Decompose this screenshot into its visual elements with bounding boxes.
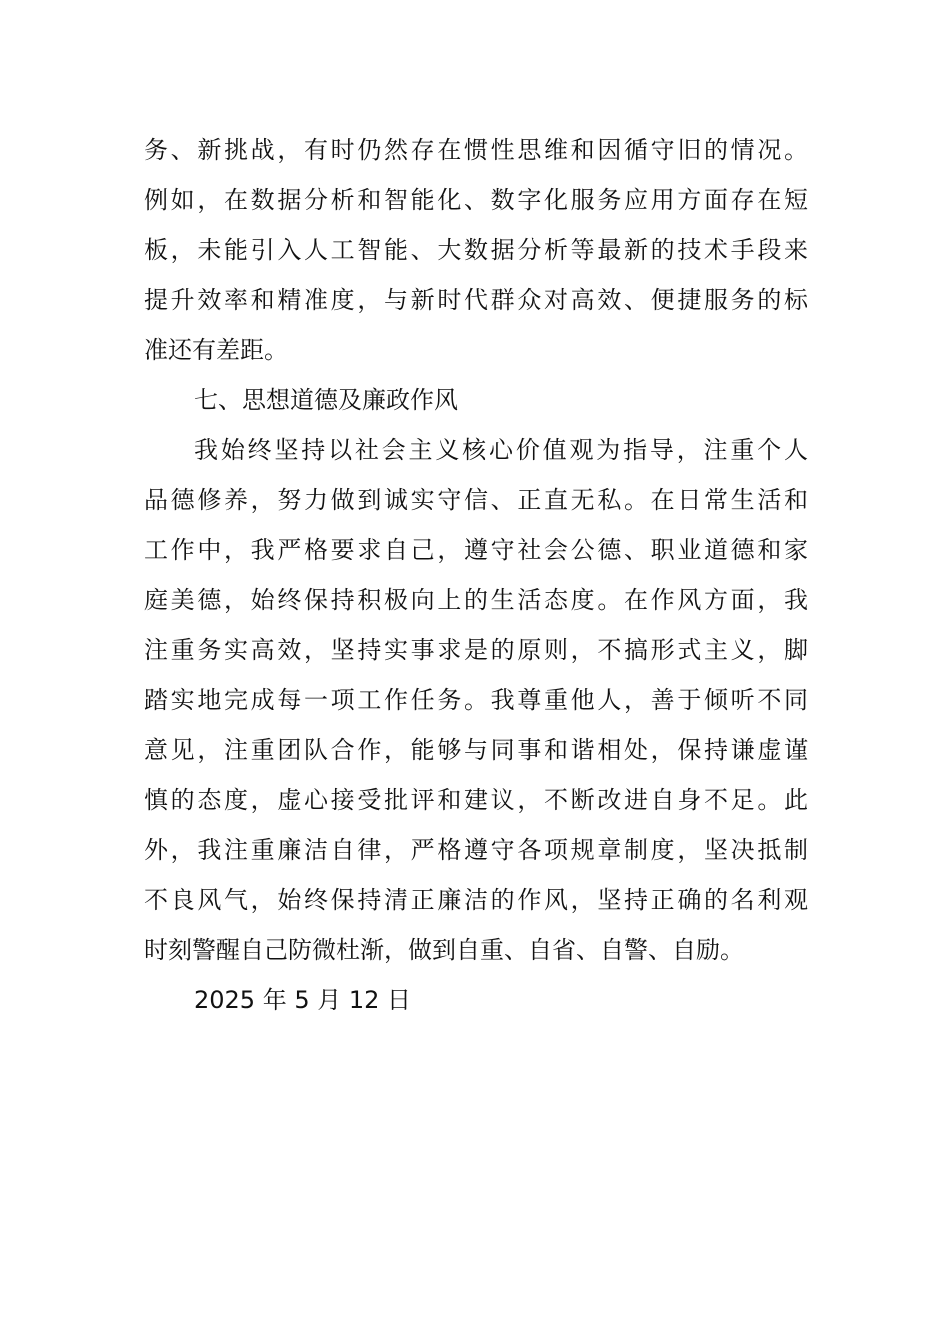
- paragraph-line: 品德修养，努力做到诚实守信、正直无私。在日常生活和: [144, 486, 808, 514]
- paragraph-line: 注重务实高效，坚持实事求是的原则，不搞形式主义，脚: [144, 636, 808, 664]
- section-heading: 七、思想道德及廉政作风: [194, 386, 458, 414]
- paragraph-line: 例如，在数据分析和智能化、数字化服务应用方面存在短: [144, 186, 808, 214]
- document-date: 2025 年 5 月 12 日: [194, 986, 412, 1014]
- paragraph-line: 板，未能引入人工智能、大数据分析等最新的技术手段来: [144, 236, 808, 264]
- paragraph-line: 务、新挑战，有时仍然存在惯性思维和因循守旧的情况。: [144, 136, 808, 164]
- document-body: [144, 125, 808, 1025]
- paragraph-line: 庭美德，始终保持积极向上的生活态度。在作风方面，我: [144, 586, 808, 614]
- paragraph-line: 踏实地完成每一项工作任务。我尊重他人，善于倾听不同: [144, 686, 808, 714]
- paragraph-line: 外，我注重廉洁自律，严格遵守各项规章制度，坚决抵制: [144, 836, 808, 864]
- continued-paragraph: [144, 125, 808, 375]
- main-paragraph: [144, 425, 808, 975]
- paragraph-line: 意见，注重团队合作，能够与同事和谐相处，保持谦虚谨: [144, 736, 808, 764]
- paragraph-line: 不良风气，始终保持清正廉洁的作风，坚持正确的名利观: [144, 886, 808, 914]
- paragraph-line: 慎的态度，虚心接受批评和建议，不断改进自身不足。此: [144, 786, 808, 814]
- paragraph-line: 工作中，我严格要求自己，遵守社会公德、职业道德和家: [144, 536, 808, 564]
- paragraph-line: 提升效率和精准度，与新时代群众对高效、便捷服务的标: [144, 286, 808, 314]
- paragraph-line: 时刻警醒自己防微杜渐，做到自重、自省、自警、自励。: [144, 936, 744, 964]
- paragraph-line: 准还有差距。: [144, 336, 288, 364]
- paragraph-line: 我始终坚持以社会主义核心价值观为指导，注重个人: [194, 436, 808, 464]
